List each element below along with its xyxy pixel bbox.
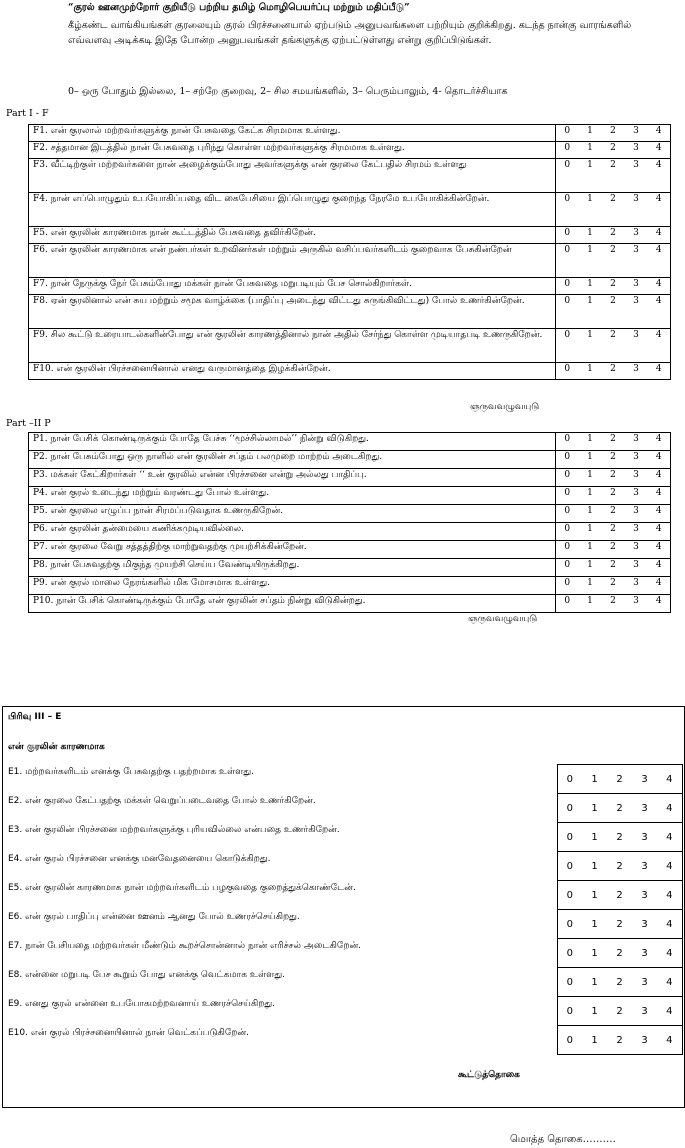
rating-option-0[interactable]: 0: [556, 227, 579, 244]
rating-option-4[interactable]: 4: [648, 451, 671, 469]
rating-option-3[interactable]: 3: [625, 227, 648, 244]
question-text: E4. என் குரல் பிரச்சனை எனக்கு மனவேதனையை கொடுக்கிறது.: [8, 853, 271, 864]
part1-table: [28, 124, 671, 380]
rating-option-1[interactable]: 1: [582, 997, 607, 1026]
rating-option-4[interactable]: 4: [648, 125, 671, 142]
question-row: [29, 159, 671, 193]
rating-option-1[interactable]: 1: [579, 329, 602, 363]
rating-option-3[interactable]: 3: [632, 939, 657, 968]
rating-option-1[interactable]: 1: [579, 363, 602, 380]
rating-option-3[interactable]: 3: [632, 910, 657, 939]
rating-option-4[interactable]: 4: [648, 363, 671, 380]
rating-option-2[interactable]: 2: [602, 159, 625, 193]
question-text: E6. என் குரல் பாதிப்பு என்னை ஊனம் ஆனது போல் உணரச்செய்கிறது.: [8, 911, 300, 922]
rating-option-3[interactable]: 3: [625, 595, 648, 613]
rating-option-3[interactable]: 3: [625, 329, 648, 363]
question-row: [29, 142, 671, 159]
rating-option-2[interactable]: 2: [602, 278, 625, 295]
rating-option-3[interactable]: 3: [625, 363, 648, 380]
part3-subtotal-label: கூட்டுத்தொகை: [458, 1070, 520, 1080]
question-text: P7. என் குரலை வேறு சத்தத்திற்கு மாற்றுவதற்கு முயற்சிக்கின்றேன்.: [29, 541, 556, 559]
rating-option-0[interactable]: 0: [556, 487, 579, 505]
rating-option-4[interactable]: 4: [648, 541, 671, 559]
rating-option-1[interactable]: 1: [579, 244, 602, 278]
question-text: P9. என் குரல் மாலை நேரங்களில் மிக மோசமாக உள்ளது.: [29, 577, 556, 595]
question-text: P3. மக்கள் கேட்கிறார்கள் ‘‘ உன் குரலில் என்ன பிரச்சனை என்று அல்லது பாதிப்பு.: [29, 469, 556, 487]
question-row: [4, 1026, 682, 1055]
part2-rows: [29, 433, 671, 613]
question-text: P2. நான் பேசும்போது ஒரு நாளில் என் குரலின் சப்தம் பலமுறை மாற்றம் அடைகிறது.: [29, 451, 556, 469]
rating-option-1[interactable]: 1: [579, 193, 602, 227]
rating-option-1[interactable]: 1: [579, 595, 602, 613]
rating-option-2[interactable]: 2: [602, 523, 625, 541]
part3-table: [4, 764, 683, 1055]
rating-option-4[interactable]: 4: [648, 505, 671, 523]
question-row: [29, 505, 671, 523]
rating-option-0[interactable]: 0: [556, 433, 579, 451]
rating-option-3[interactable]: 3: [625, 451, 648, 469]
rating-option-1[interactable]: 1: [579, 469, 602, 487]
rating-option-3[interactable]: 3: [625, 193, 648, 227]
rating-option-0[interactable]: 0: [556, 244, 579, 278]
question-text: F8. ஏன் குரலினால் என் சுய மற்றும் சமூக வாழ்க்கை (பாதிப்பு அடைந்து விட்டது சுருங்கிவிட்டது) போல் உணர்கின்றேன்.: [29, 295, 556, 329]
rating-option-2[interactable]: 2: [607, 765, 632, 794]
rating-option-3[interactable]: 3: [625, 541, 648, 559]
rating-option-1[interactable]: 1: [582, 823, 607, 852]
question-row: [4, 881, 682, 910]
rating-option-3[interactable]: 3: [632, 968, 657, 997]
question-row: [4, 968, 682, 997]
question-text: F5. என் குரலின் காரணமாக நான் கூட்டத்தில் பேசுவதை தவிர்கிறேன்.: [29, 227, 556, 244]
rating-option-1[interactable]: 1: [579, 505, 602, 523]
rating-scale-legend: 0– ஒரு போதும் இல்லை, 1– சற்றே குறைவு, 2– சில சமயங்களில், 3– பெரும்பாலும், 4- தொடர்ச்சியாக: [68, 86, 508, 97]
rating-option-1[interactable]: 1: [579, 541, 602, 559]
rating-option-2[interactable]: 2: [602, 541, 625, 559]
rating-option-0[interactable]: 0: [556, 523, 579, 541]
rating-option-1[interactable]: 1: [579, 142, 602, 159]
rating-option-3[interactable]: 3: [625, 469, 648, 487]
rating-option-0[interactable]: 0: [557, 823, 582, 852]
rating-option-2[interactable]: 2: [602, 363, 625, 380]
rating-option-3[interactable]: 3: [625, 244, 648, 278]
rating-option-0[interactable]: 0: [557, 939, 582, 968]
rating-option-2[interactable]: 2: [607, 1026, 632, 1055]
rating-option-3[interactable]: 3: [625, 125, 648, 142]
question-text: E5. என் குரலின் காரணமாக நான் மற்றவர்களிடம் பழகுவதை குறைத்துக்கொண்டேன்.: [8, 882, 356, 893]
rating-option-4[interactable]: 4: [657, 765, 682, 794]
question-row: [4, 765, 682, 794]
question-row: [4, 852, 682, 881]
rating-option-1[interactable]: 1: [579, 278, 602, 295]
question-row: [29, 577, 671, 595]
question-text: F4. நான் எப்பொழுதும் உபயோகிப்பதை விட கைபேசியை இப்பொழுது குறைந்த நேரமே உபயோகிக்கின்றேன்.: [29, 193, 556, 227]
question-row: [4, 910, 682, 939]
rating-option-1[interactable]: 1: [579, 227, 602, 244]
rating-option-1[interactable]: 1: [579, 487, 602, 505]
rating-option-4[interactable]: 4: [657, 823, 682, 852]
question-text: F1. என் குரலால் மற்றவர்களுக்கு நான் பேசுவதை கேட்க சிரமமாக உள்ளது.: [29, 125, 556, 142]
rating-option-1[interactable]: 1: [579, 159, 602, 193]
rating-option-1[interactable]: 1: [579, 559, 602, 577]
part1-label: Part I - F: [6, 108, 49, 119]
question-row: [29, 193, 671, 227]
rating-option-2[interactable]: 2: [602, 142, 625, 159]
rating-option-0[interactable]: 0: [556, 595, 579, 613]
rating-option-1[interactable]: 1: [579, 451, 602, 469]
rating-option-0[interactable]: 0: [556, 577, 579, 595]
rating-option-0[interactable]: 0: [556, 541, 579, 559]
rating-option-0[interactable]: 0: [556, 329, 579, 363]
rating-option-4[interactable]: 4: [657, 910, 682, 939]
rating-option-2[interactable]: 2: [602, 433, 625, 451]
rating-option-4[interactable]: 4: [657, 997, 682, 1026]
rating-option-2[interactable]: 2: [607, 794, 632, 823]
rating-option-4[interactable]: 4: [648, 487, 671, 505]
question-text: E1. மற்றவர்களிடம் எனக்கு பேசுவதற்கு பதற்றமாக உள்ளது.: [8, 766, 255, 777]
rating-option-0[interactable]: 0: [556, 451, 579, 469]
part2-table: [28, 432, 671, 613]
question-row: [29, 125, 671, 142]
question-text: E2. என் குரலை கேட்பதற்கு மக்கள் வெறுப்படைவதை போல் உணர்கிறேன்.: [8, 795, 316, 806]
rating-option-1[interactable]: 1: [579, 523, 602, 541]
question-text: P6. என் குரலின் தன்மையை கணிக்கமுடியவில்லை.: [29, 523, 556, 541]
rating-option-0[interactable]: 0: [556, 469, 579, 487]
rating-option-2[interactable]: 2: [602, 469, 625, 487]
question-row: [4, 939, 682, 968]
question-row: [4, 997, 682, 1026]
instructions: கீழ்கண்ட வாங்கியங்கள் குரலையும் குரல் பிரச்சனையால் ஏற்படும் அனுபவங்களை பற்றியும் குறிக்கிறது. கடந்த நான்கு வாரங்களில் எவ்வளவு அடிக்கடி இதே போன்ற அனுபவங்கள் தங்களுக்கு ஏற்பட்டுள்ளது என்று குறிப்பிடுங்கள்.: [68, 20, 632, 46]
rating-option-4[interactable]: 4: [648, 469, 671, 487]
total-label: மொத்த தொகை……….: [510, 1134, 616, 1145]
rating-option-1[interactable]: 1: [579, 125, 602, 142]
rating-option-1[interactable]: 1: [582, 881, 607, 910]
part3-rows: [4, 765, 682, 1055]
rating-option-0[interactable]: 0: [556, 142, 579, 159]
rating-option-0[interactable]: 0: [557, 794, 582, 823]
rating-option-1[interactable]: 1: [582, 852, 607, 881]
rating-option-4[interactable]: 4: [648, 433, 671, 451]
question-row: [29, 227, 671, 244]
rating-option-4[interactable]: 4: [657, 852, 682, 881]
rating-option-3[interactable]: 3: [625, 577, 648, 595]
rating-option-2[interactable]: 2: [607, 968, 632, 997]
rating-option-0[interactable]: 0: [557, 881, 582, 910]
rating-option-4[interactable]: 4: [657, 881, 682, 910]
rating-option-0[interactable]: 0: [556, 505, 579, 523]
rating-option-4[interactable]: 4: [657, 1026, 682, 1055]
rating-option-1[interactable]: 1: [582, 939, 607, 968]
rating-option-2[interactable]: 2: [602, 329, 625, 363]
question-text: F3. வீட்டிற்குள் மற்றவர்களை நான் அழைக்கும்போது அவர்களுக்கு என் குரலை கேட்பதில் சிரமம் உள்ளது: [29, 159, 556, 193]
part1-rows: [29, 125, 671, 380]
rating-option-0[interactable]: 0: [556, 363, 579, 380]
rating-option-0[interactable]: 0: [556, 159, 579, 193]
question-row: [29, 451, 671, 469]
rating-option-2[interactable]: 2: [607, 881, 632, 910]
question-row: [29, 278, 671, 295]
rating-option-4[interactable]: 4: [657, 939, 682, 968]
rating-option-2[interactable]: 2: [607, 910, 632, 939]
rating-option-2[interactable]: 2: [607, 997, 632, 1026]
rating-option-2[interactable]: 2: [602, 559, 625, 577]
rating-option-4[interactable]: 4: [648, 244, 671, 278]
rating-option-3[interactable]: 3: [625, 278, 648, 295]
question-row: [29, 295, 671, 329]
question-text: E10. என் குரல் பிரச்சனையினால் நான் வெட்கப்படுகிறேன்.: [8, 1027, 249, 1038]
rating-option-4[interactable]: 4: [657, 968, 682, 997]
rating-option-4[interactable]: 4: [648, 559, 671, 577]
rating-option-3[interactable]: 3: [632, 852, 657, 881]
question-row: [29, 523, 671, 541]
question-row: [29, 363, 671, 380]
question-row: [29, 559, 671, 577]
rating-option-3[interactable]: 3: [632, 881, 657, 910]
rating-option-2[interactable]: 2: [602, 244, 625, 278]
question-row: [4, 794, 682, 823]
rating-option-4[interactable]: 4: [648, 142, 671, 159]
rating-option-2[interactable]: 2: [602, 577, 625, 595]
rating-option-3[interactable]: 3: [625, 295, 648, 329]
question-text: F10. என் குரலின் பிரச்சனையினால் எனது வருமானத்தை இழக்கின்றேன்.: [29, 363, 556, 380]
rating-option-3[interactable]: 3: [625, 433, 648, 451]
rating-option-3[interactable]: 3: [625, 159, 648, 193]
rating-option-2[interactable]: 2: [602, 451, 625, 469]
question-row: [29, 469, 671, 487]
rating-option-0[interactable]: 0: [556, 193, 579, 227]
rating-option-2[interactable]: 2: [602, 295, 625, 329]
question-text: E8. என்னை மறுபடி பேச கூறும் போது எனக்கு வெட்கமாக உள்ளது.: [8, 969, 286, 980]
part3-label: பிரிவு III – E: [8, 712, 62, 722]
question-text: E3. என் குரலின் பிரச்சனை மற்றவர்களுக்கு புரியவில்லை என்பதை உணர்கிறேன்.: [8, 824, 340, 835]
rating-option-4[interactable]: 4: [648, 577, 671, 595]
question-row: [29, 433, 671, 451]
rating-option-2[interactable]: 2: [602, 227, 625, 244]
question-text: F6. என் குரலின் காரணமாக என் நண்பர்கள் உறவினர்கள் மற்றும் அருகில் வசிப்பவர்களிடம் குறைவாக பேசுகின்றேன்: [29, 244, 556, 278]
rating-option-2[interactable]: 2: [602, 595, 625, 613]
rating-option-4[interactable]: 4: [648, 278, 671, 295]
part2-subtotal-label: ஞருவவழுவயுடு: [468, 614, 538, 624]
rating-option-4[interactable]: 4: [657, 794, 682, 823]
question-row: [29, 329, 671, 363]
rating-option-0[interactable]: 0: [557, 910, 582, 939]
question-text: P4. என் குரல் உடைந்து மற்றும் வரண்டது போல் உள்ளது.: [29, 487, 556, 505]
rating-option-3[interactable]: 3: [625, 487, 648, 505]
question-row: [29, 541, 671, 559]
rating-option-1[interactable]: 1: [579, 433, 602, 451]
rating-option-2[interactable]: 2: [602, 487, 625, 505]
question-row: [29, 595, 671, 613]
rating-option-1[interactable]: 1: [582, 765, 607, 794]
rating-option-3[interactable]: 3: [625, 142, 648, 159]
rating-option-3[interactable]: 3: [632, 823, 657, 852]
rating-option-0[interactable]: 0: [557, 765, 582, 794]
rating-option-3[interactable]: 3: [632, 1026, 657, 1055]
rating-option-3[interactable]: 3: [632, 794, 657, 823]
question-text: P1. நான் பேசிக் கொண்டிருக்கும் போதே பேச்சு ‘‘மூச்சில்லாமல்’’ நின்று விடுகிறது.: [29, 433, 556, 451]
rating-option-2[interactable]: 2: [607, 852, 632, 881]
form-title: “குரல் ஊனமுற்றோர் குறியீடு பற்றிய தமிழ் மொழிபெயர்ப்பு மற்றும் மதிப்பீடு”: [68, 2, 410, 13]
rating-option-4[interactable]: 4: [648, 329, 671, 363]
rating-option-0[interactable]: 0: [557, 997, 582, 1026]
question-text: F2. சத்தமான இடத்தில் நான் பேசுவதை புரிந்து கொள்ள மற்றவர்களுக்கு சிரமமாக உள்ளது.: [29, 142, 556, 159]
rating-option-0[interactable]: 0: [557, 852, 582, 881]
question-text: F7. நான் நேருக்கு நேர் பேசும்போது மக்கள் நான் பேசுவதை மறுபடியும் பேச சொல்கிறார்கள்.: [29, 278, 556, 295]
rating-option-4[interactable]: 4: [648, 523, 671, 541]
question-text: E7. நான் பேசியதை மற்றவர்கள் மீண்டும் கூறச்சொன்னால் நான் எரிச்சல் அடைகிறேன்.: [8, 940, 362, 951]
rating-option-0[interactable]: 0: [556, 278, 579, 295]
rating-option-1[interactable]: 1: [582, 794, 607, 823]
question-row: [29, 487, 671, 505]
rating-option-0[interactable]: 0: [556, 125, 579, 142]
question-row: [29, 244, 671, 278]
rating-option-1[interactable]: 1: [582, 910, 607, 939]
question-text: F9. சில கூட்டு உரையாடல்களின்போது என் குரலின் காரணத்தினால் நான் அதில் சேர்ந்து கொள்ள முடியாதபடி உணருகிறேன்.: [29, 329, 556, 363]
rating-option-1[interactable]: 1: [579, 295, 602, 329]
rating-option-2[interactable]: 2: [602, 505, 625, 523]
rating-option-2[interactable]: 2: [607, 823, 632, 852]
rating-option-3[interactable]: 3: [632, 765, 657, 794]
rating-option-1[interactable]: 1: [582, 1026, 607, 1055]
rating-option-2[interactable]: 2: [602, 125, 625, 142]
question-text: E9. எனது குரல் என்னை உபயோகமற்றவனாய் உணரச்செய்கிறது.: [8, 998, 275, 1009]
rating-option-0[interactable]: 0: [557, 968, 582, 997]
rating-option-0[interactable]: 0: [556, 559, 579, 577]
rating-option-1[interactable]: 1: [579, 577, 602, 595]
rating-option-2[interactable]: 2: [607, 939, 632, 968]
rating-option-3[interactable]: 3: [632, 997, 657, 1026]
question-text: P10. நான் பேசிக் கொண்டிருக்கும் போதே என் குரலின் சப்தம் நின்று விடுகின்றது.: [29, 595, 556, 613]
rating-option-0[interactable]: 0: [557, 1026, 582, 1055]
question-text: P8. நான் பேசுவதற்கு மிகுந்த முயற்சி செய்ய வேண்டியிருக்கிறது.: [29, 559, 556, 577]
rating-option-0[interactable]: 0: [556, 295, 579, 329]
rating-option-4[interactable]: 4: [648, 295, 671, 329]
question-row: [4, 823, 682, 852]
rating-option-4[interactable]: 4: [648, 159, 671, 193]
question-text: P5. என் குரலை எழுப்ப நான் சிரமப்படுவதாக உணருகிறேன்.: [29, 505, 556, 523]
rating-option-4[interactable]: 4: [648, 193, 671, 227]
rating-option-4[interactable]: 4: [648, 595, 671, 613]
rating-option-3[interactable]: 3: [625, 559, 648, 577]
part3-subheading: என் குரலின் காரணமாக: [8, 742, 105, 752]
rating-option-4[interactable]: 4: [648, 227, 671, 244]
rating-option-3[interactable]: 3: [625, 505, 648, 523]
part2-label: Part –II P: [6, 418, 51, 429]
rating-option-2[interactable]: 2: [602, 193, 625, 227]
part1-subtotal-label: ஞருவவழுவயுடு: [470, 402, 540, 412]
rating-option-3[interactable]: 3: [625, 523, 648, 541]
rating-option-1[interactable]: 1: [582, 968, 607, 997]
